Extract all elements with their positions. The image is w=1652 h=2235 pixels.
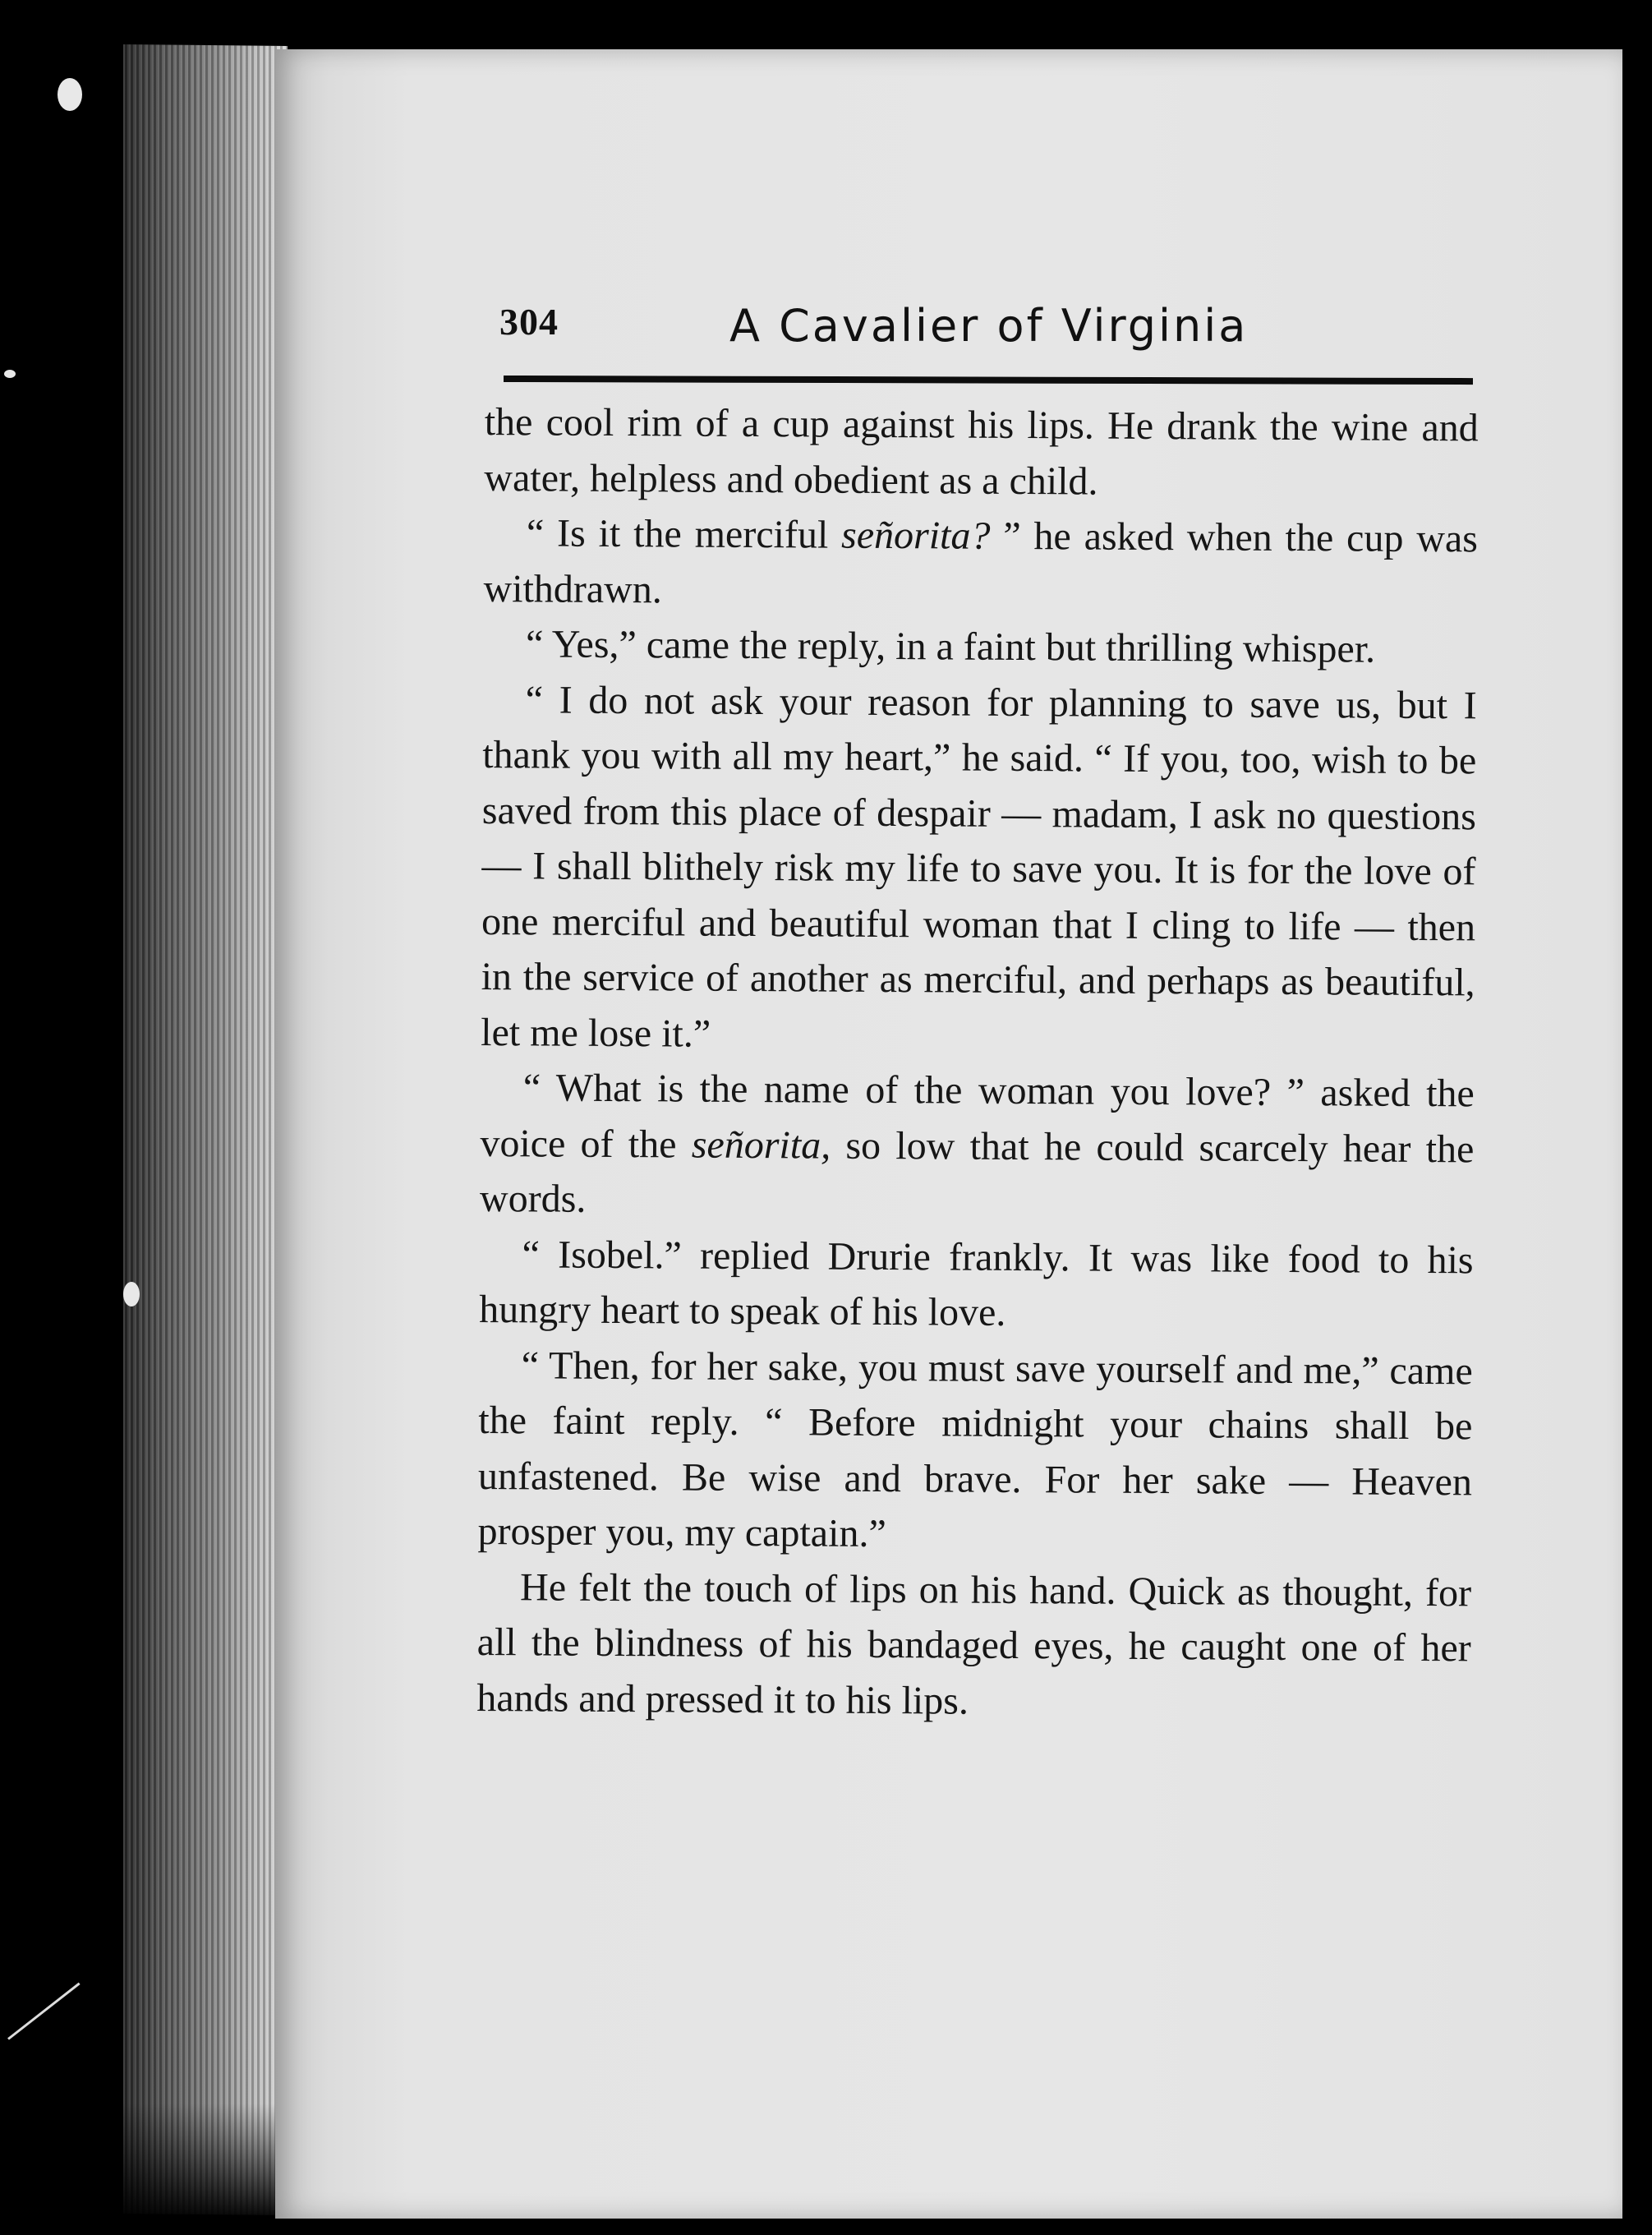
- margin-speck: [4, 370, 16, 378]
- paragraph-text: “ Then, for her sake, you must save yourself and me,” came the faint reply. “ Before midnight your chains shall be unfastened. Be wise and brave. For her sake — Heaven prosper you, my captain.”: [477, 1343, 1473, 1556]
- paragraph: [477, 1337, 1473, 1564]
- margin-speck: [123, 1282, 140, 1306]
- page-edges-stack: [123, 44, 288, 2215]
- paragraph-text: so low that he could scarcely hear the words.: [479, 1123, 1475, 1221]
- paragraph: [483, 505, 1478, 622]
- paragraph-text: ” he asked when the cup was withdrawn.: [483, 514, 1479, 611]
- paragraph: [479, 1226, 1474, 1343]
- paragraph: [480, 1060, 1475, 1233]
- paragraph-text: the cool rim of a cup against his lips. He drank the wine and water, helpless and obedient as a child.: [484, 399, 1479, 504]
- page-number: 304: [499, 301, 559, 343]
- paragraph-text: He felt the touch of lips on his hand. Quick as thought, for all the blindness of his bandaged eyes, he caught one of her hands and pressed it to his lips.: [476, 1564, 1472, 1723]
- paragraph-text: “ Isobel.” replied Drurie frankly. It was like food to his hungry heart to speak of his love.: [479, 1232, 1474, 1334]
- paragraph: [476, 1559, 1471, 1731]
- corner-mark: [7, 1983, 81, 2040]
- body-text: [476, 394, 1479, 1731]
- margin-speck: [58, 78, 82, 111]
- paragraph-text: “ Is it the merciful: [526, 511, 842, 557]
- running-title: A Cavalier of Virginia: [729, 300, 1249, 352]
- paragraph-text: “ What is the name of the woman you love? ” asked the voice of the: [480, 1066, 1475, 1167]
- paragraph-text: “ Yes,” came the reply, in a faint but thrilling whisper.: [525, 622, 1376, 671]
- italic-text: señorita,: [691, 1122, 831, 1168]
- page-header: [499, 300, 1473, 366]
- paragraph: [484, 394, 1479, 511]
- paragraph: [481, 671, 1477, 1066]
- italic-text: señorita?: [840, 513, 991, 558]
- paragraph: [483, 616, 1477, 678]
- paragraph-text: “ I do not ask your reason for planning to save us, but I thank you with all my heart,” he said. “ If you, too, wish to be saved from this place of despair — madam, I ask no questions — I shall blithely risk my life to save you. It is for the love of one merciful and beautiful woman that I cling to life — then in the service of another as merciful, and perhaps as beautiful, let me lose it.”: [481, 677, 1477, 1056]
